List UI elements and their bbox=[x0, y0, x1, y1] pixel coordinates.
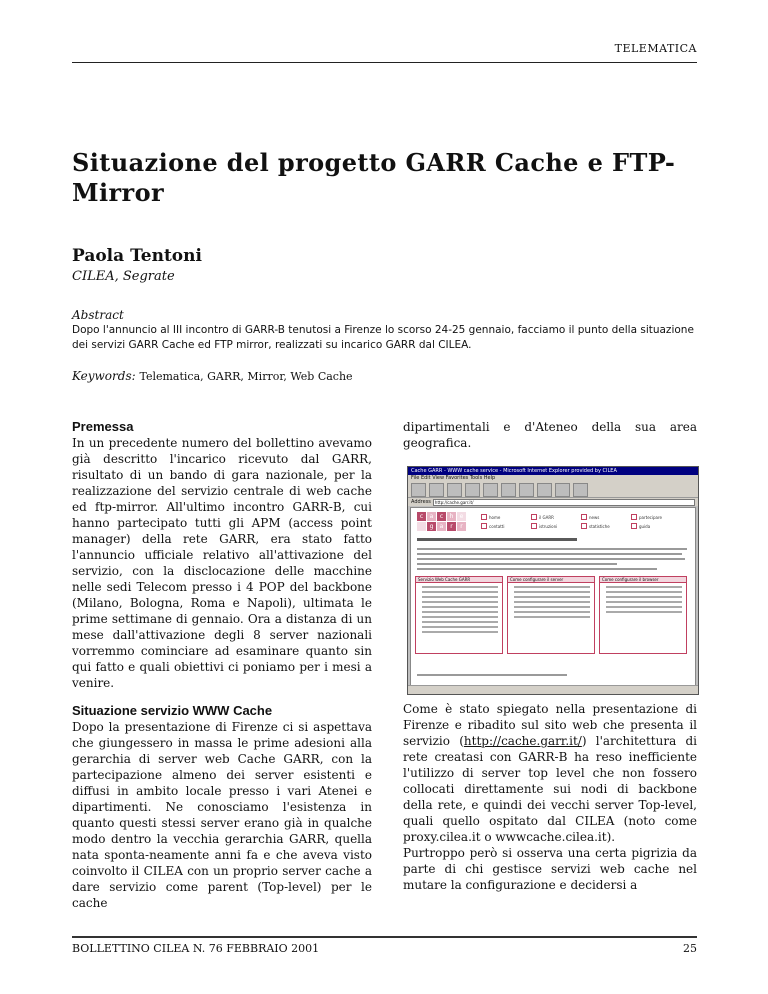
figure-window-title: Cache GARR - WWW cache service - Microsoft Internet Explorer provided by CILEA bbox=[408, 467, 698, 475]
print-icon bbox=[573, 483, 588, 497]
refresh-icon bbox=[465, 483, 480, 497]
figure-menu-bar: File Edit View Favorites Tools Help bbox=[408, 475, 698, 482]
favorites-icon bbox=[519, 483, 534, 497]
right-column-bottom bbox=[403, 701, 697, 893]
figure-footer-line bbox=[417, 674, 567, 676]
www-cache-text: Dopo la presentazione di Firenze ci si aspettava che giungessero in massa le prime adesioni alla gerarchia di server web Cache GARR, con la partecipazione almeno dei server esistenti e diffusi in ambito locale presso i vari Atenei e dipartimenti. Ne conosciamo l'esistenza in quanto questi stessi server erano già in qualche modo dentro la vecchia gerarchia GARR, quella nata sponta-neamente anni fa e che aveva visto coinvolto il CILEA con un proprio server cache a dare servizio come parent (Top-level) per le cache bbox=[72, 720, 372, 910]
premessa-text: In un precedente numero del bollettino avevamo già descritto l'incarico ricevuto dal GARR, risultato di un bando di gara nazionale, per la realizzazione del servizio centrale di web cache ed ftp-mirror. All'ultimo incontro GARR-B, cui hanno partecipato tutti gli APM (access point manager) della rete GARR, era stato fatto l'annuncio ufficiale relativo all'attivazione del servizio, con la disclocazione delle macchine nelle sedi Telecom presso i 4 POP del backbone (Milano, Bologna, Roma e Napoli), ultimata le prime settimane di gennaio. Ora a distanza di un mese dall'attivazione degli 8 server nazionali vorremmo cominciare ad esaminare quanto sin qui fatto e quali obiettivi ci poniamo per i mesi a venire. bbox=[72, 436, 372, 690]
figure-text-line bbox=[417, 563, 617, 565]
figure-nav-item: statistiche bbox=[581, 523, 631, 529]
running-header: TELEMATICA bbox=[614, 42, 697, 55]
right-paragraph-1: Come è stato spiegato nella presentazione di Firenze e ribadito sul sito web che presenta il servizio (http://cache.garr.it/) l'architettura di rete creatasi con GARR-B ha reso inefficiente l'utilizzo di server top level che non fossero collocati direttamente sui nodi di backbone della rete, e quindi dei vecchi server Top-level, quali quello ospitato dal CILEA (noto come proxy.cilea.it o wwwcache.cilea.it). bbox=[403, 702, 697, 844]
figure-address-value: http://cache.garr.it/ bbox=[433, 499, 695, 506]
footer-rule bbox=[72, 936, 697, 938]
figure-box-server bbox=[507, 576, 595, 654]
section-heading-premessa: Premessa bbox=[72, 419, 134, 434]
abstract-text: Dopo l'annuncio al III incontro di GARR-B tenutosi a Firenze lo scorso 24-25 gennaio, facciamo il punto della situazione dei servizi GARR Cache ed FTP mirror, realizzati su incarico GARR dal CILEA. bbox=[72, 324, 694, 351]
figure-nav-item: contatti bbox=[481, 523, 531, 529]
figure-status-bar bbox=[408, 685, 698, 694]
figure-text-line bbox=[417, 558, 685, 560]
figure-nav-item: guida bbox=[631, 523, 681, 529]
figure-address-bar bbox=[408, 498, 698, 506]
figure-toolbar bbox=[408, 482, 698, 498]
browser-screenshot-figure bbox=[407, 466, 699, 695]
keywords bbox=[72, 369, 353, 383]
figure-nav-item: partecipare bbox=[631, 514, 681, 520]
figure-text-line bbox=[417, 548, 687, 550]
figure-nav-item: news bbox=[581, 514, 631, 520]
figure-text-line bbox=[417, 553, 682, 555]
figure-box-servizio bbox=[415, 576, 503, 654]
page-number: 25 bbox=[683, 942, 697, 955]
mail-icon bbox=[555, 483, 570, 497]
figure-box-browser bbox=[599, 576, 687, 654]
figure-box-title: Servizio Web Cache GARR bbox=[416, 577, 502, 583]
figure-address-label: Address bbox=[411, 499, 431, 505]
right-paragraph-2: Purtroppo però si osserva una certa pigrizia da parte di chi gestisce servizi web cache nel mutare la configurazione e decidersi a bbox=[403, 846, 697, 892]
cache-garr-logo: c a c h e g a r r bbox=[417, 512, 466, 531]
back-icon bbox=[411, 483, 426, 497]
figure-box-title: Come configurare il browser bbox=[600, 577, 686, 583]
forward-icon bbox=[429, 483, 444, 497]
search-icon bbox=[501, 483, 516, 497]
author-affiliation: CILEA, Segrate bbox=[72, 269, 175, 284]
figure-box-title: Come configurare il server bbox=[508, 577, 594, 583]
cache-garr-link[interactable]: http://cache.garr.it/ bbox=[463, 734, 582, 748]
stop-icon bbox=[447, 483, 462, 497]
header-rule bbox=[72, 62, 697, 63]
article-title: Situazione del progetto GARR Cache e FTP-Mirror bbox=[72, 148, 676, 207]
history-icon bbox=[537, 483, 552, 497]
figure-text-line bbox=[417, 568, 657, 570]
keywords-values: Telematica, GARR, Mirror, Web Cache bbox=[139, 370, 353, 383]
home-icon bbox=[483, 483, 498, 497]
figure-nav-item: istruzioni bbox=[531, 523, 581, 529]
figure-nav-links bbox=[481, 514, 681, 529]
keywords-label: Keywords: bbox=[72, 369, 136, 383]
figure-nav-item: home bbox=[481, 514, 531, 520]
abstract-heading: Abstract bbox=[72, 308, 124, 322]
right-column-top bbox=[403, 419, 697, 451]
footer-journal: BOLLETTINO CILEA N. 76 FEBBRAIO 2001 bbox=[72, 942, 320, 955]
section-heading-www-cache: Situazione servizio WWW Cache bbox=[72, 703, 273, 718]
figure-page-heading bbox=[417, 538, 577, 541]
left-column bbox=[72, 419, 372, 911]
figure-nav-item: il GARR bbox=[531, 514, 581, 520]
author-name: Paola Tentoni bbox=[72, 246, 202, 266]
right-top-text: dipartimentali e d'Ateneo della sua area geografica. bbox=[403, 420, 697, 450]
figure-web-page bbox=[410, 507, 696, 686]
